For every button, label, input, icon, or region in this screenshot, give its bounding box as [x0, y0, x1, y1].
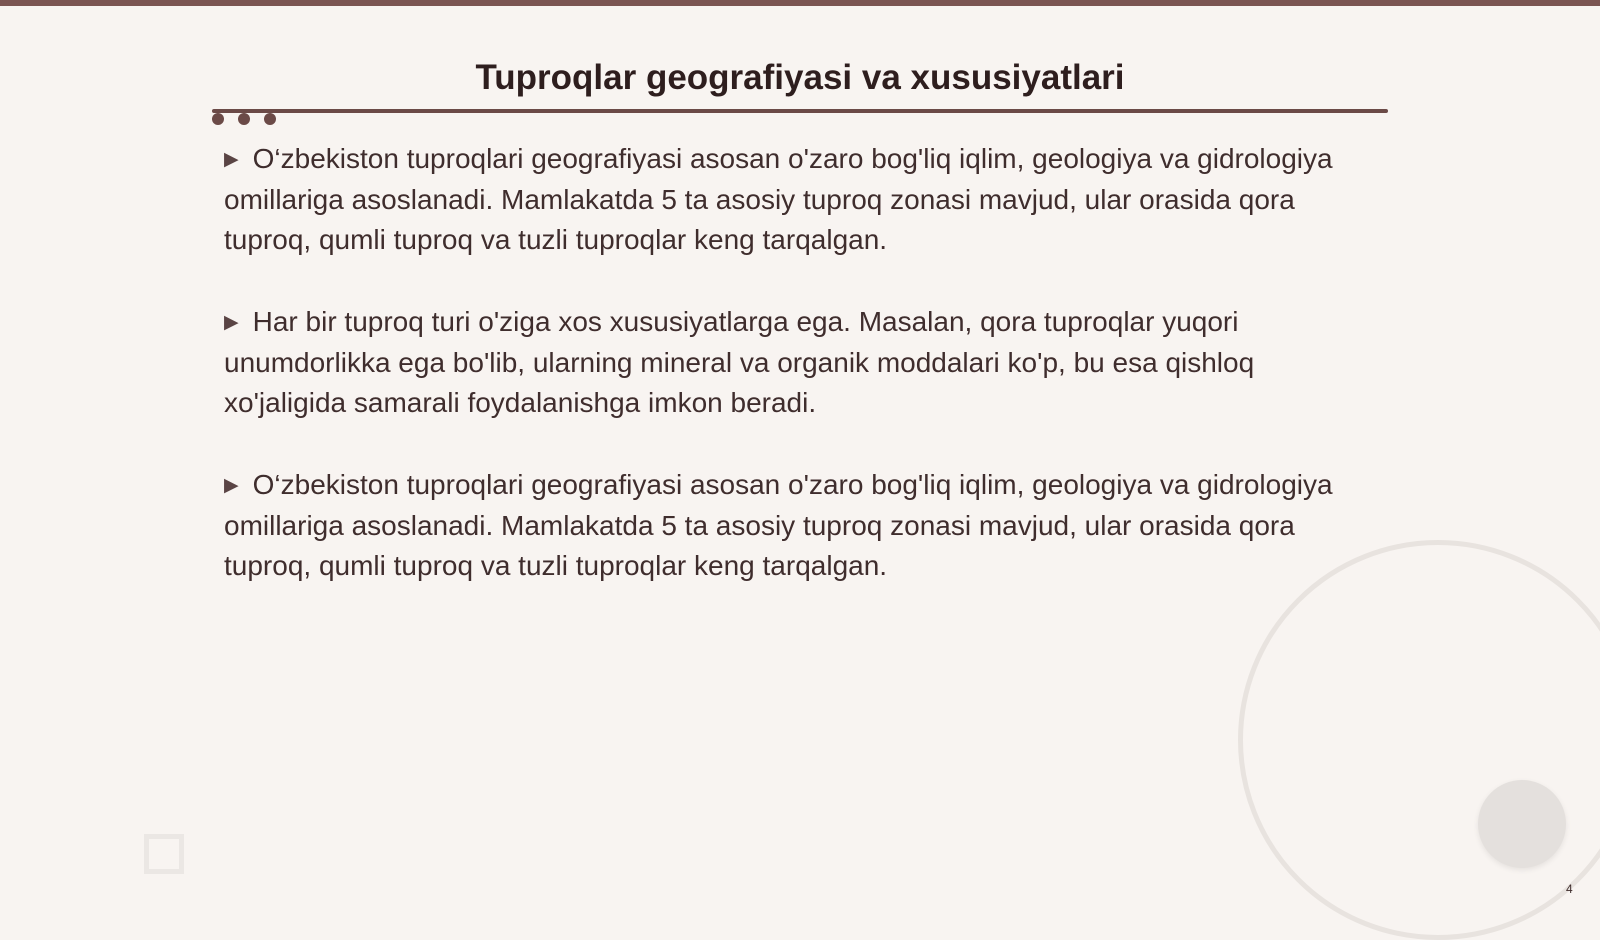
bullet-item-1: [224, 139, 1384, 260]
bullet-item-2: [224, 302, 1384, 423]
title-dot-3: [264, 113, 276, 125]
bullet-list: [224, 139, 1384, 628]
bullet-arrow-icon: ▶: [224, 312, 239, 333]
decorative-square: [144, 834, 184, 874]
title-underline: [212, 109, 1388, 113]
bullet-text-3: O‘zbekiston tuproqlari geografiyasi asosan o'zaro bog'liq iqlim, geologiya va gidrologiya omillariga asoslanadi. Mamlakatda 5 ta asosiy tuproq zonasi mavjud, ular orasida qora tuproq, qumli tuproq va tuzli tuproqlar keng tarqalgan.: [224, 469, 1333, 581]
top-accent-bar: [0, 0, 1600, 6]
bullet-item-3: [224, 465, 1384, 586]
bullet-arrow-icon: ▶: [224, 149, 239, 170]
decorative-circle: [1478, 780, 1566, 868]
bullet-text-1: O‘zbekiston tuproqlari geografiyasi asosan o'zaro bog'liq iqlim, geologiya va gidrologiya omillariga asoslanadi. Mamlakatda 5 ta asosiy tuproq zonasi mavjud, ular orasida qora tuproq, qumli tuproq va tuzli tuproqlar keng tarqalgan.: [224, 143, 1333, 255]
title-dot-2: [238, 113, 250, 125]
page-number: 4: [1566, 882, 1573, 896]
bullet-arrow-icon: ▶: [224, 475, 239, 496]
bullet-text-2: Har bir tuproq turi o'ziga xos xususiyatlarga ega. Masalan, qora tuproqlar yuqori unumdorlikka ega bo'lib, ularning mineral va organik moddalari ko'p, bu esa qishloq xo'jaligida samarali foydalanishga imkon beradi.: [224, 306, 1255, 418]
title-dot-1: [212, 113, 224, 125]
slide-title: Tuproqlar geografiyasi va xususiyatlari: [475, 58, 1125, 97]
